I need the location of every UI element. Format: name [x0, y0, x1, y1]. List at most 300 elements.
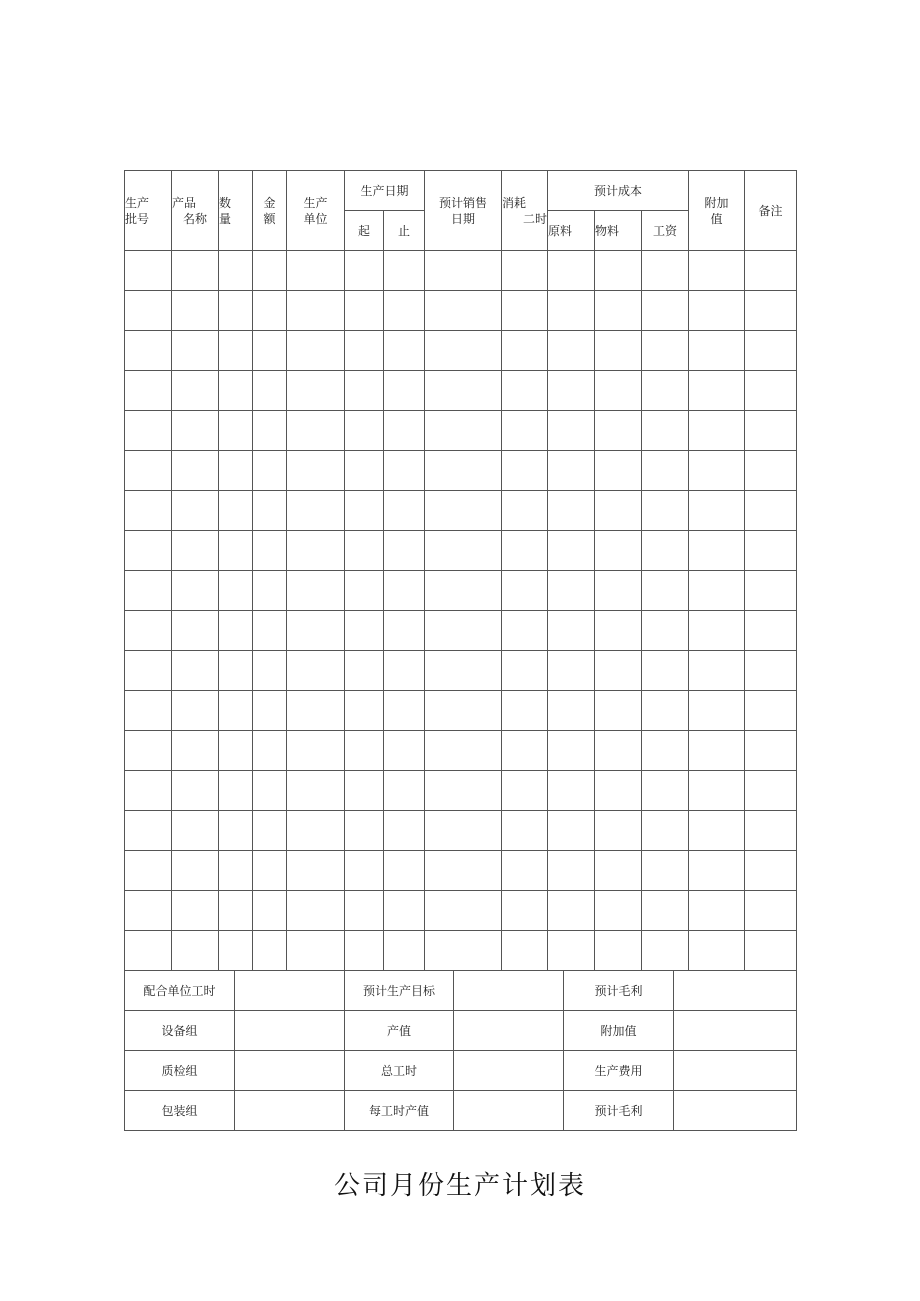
table-cell[interactable] — [502, 411, 548, 451]
table-cell[interactable] — [125, 451, 172, 491]
table-cell[interactable] — [642, 651, 689, 691]
table-cell[interactable] — [287, 331, 345, 371]
table-cell[interactable] — [384, 771, 425, 811]
table-cell[interactable] — [125, 811, 172, 851]
table-row — [125, 491, 797, 531]
table-cell[interactable] — [689, 411, 745, 451]
table-cell[interactable] — [345, 531, 384, 571]
table-cell[interactable] — [595, 691, 642, 731]
table-cell[interactable] — [425, 531, 502, 571]
table-cell[interactable] — [642, 731, 689, 771]
table-row — [125, 851, 797, 891]
table-cell[interactable] — [595, 451, 642, 491]
table-cell[interactable] — [219, 931, 253, 971]
table-cell[interactable] — [642, 411, 689, 451]
table-cell[interactable] — [595, 531, 642, 571]
table-cell[interactable] — [745, 851, 797, 891]
table-cell[interactable] — [502, 891, 548, 931]
table-cell[interactable] — [745, 531, 797, 571]
production-plan-table — [124, 170, 797, 971]
table-cell[interactable] — [345, 691, 384, 731]
table-cell[interactable] — [219, 251, 253, 291]
table-cell[interactable] — [287, 771, 345, 811]
table-cell[interactable] — [253, 411, 287, 451]
table-cell[interactable] — [384, 531, 425, 571]
table-cell[interactable] — [345, 331, 384, 371]
table-cell[interactable] — [689, 531, 745, 571]
table-cell[interactable] — [172, 771, 219, 811]
table-cell[interactable] — [548, 291, 595, 331]
table-cell[interactable] — [745, 251, 797, 291]
table-cell[interactable] — [253, 571, 287, 611]
table-cell[interactable] — [745, 491, 797, 531]
table-cell[interactable] — [253, 891, 287, 931]
table-cell[interactable] — [548, 651, 595, 691]
table-cell[interactable] — [172, 331, 219, 371]
table-cell[interactable] — [502, 931, 548, 971]
summary-row — [125, 1091, 797, 1131]
table-cell[interactable] — [172, 531, 219, 571]
table-cell[interactable] — [502, 811, 548, 851]
table-cell[interactable] — [689, 851, 745, 891]
summary-value-cell[interactable] — [454, 1051, 564, 1091]
table-cell[interactable] — [125, 291, 172, 331]
table-cell[interactable] — [172, 291, 219, 331]
table-cell[interactable] — [642, 771, 689, 811]
table-cell[interactable] — [345, 251, 384, 291]
table-cell[interactable] — [502, 251, 548, 291]
table-cell[interactable] — [253, 371, 287, 411]
table-cell[interactable] — [384, 611, 425, 651]
table-cell[interactable] — [689, 771, 745, 811]
table-cell[interactable] — [287, 251, 345, 291]
table-cell[interactable] — [219, 611, 253, 651]
table-cell[interactable] — [287, 411, 345, 451]
table-cell[interactable] — [689, 451, 745, 491]
table-cell[interactable] — [689, 491, 745, 531]
table-row — [125, 531, 797, 571]
table-cell[interactable] — [548, 851, 595, 891]
table-cell[interactable] — [425, 451, 502, 491]
table-row — [125, 451, 797, 491]
table-cell[interactable] — [125, 891, 172, 931]
table-cell[interactable] — [125, 611, 172, 651]
summary-value-cell[interactable] — [674, 1011, 797, 1051]
table-cell[interactable] — [287, 611, 345, 651]
table-cell[interactable] — [642, 251, 689, 291]
table-cell[interactable] — [172, 371, 219, 411]
table-cell[interactable] — [689, 931, 745, 971]
table-cell[interactable] — [548, 571, 595, 611]
table-cell[interactable] — [425, 651, 502, 691]
table-cell[interactable] — [384, 731, 425, 771]
table-cell[interactable] — [689, 691, 745, 731]
table-cell[interactable] — [219, 451, 253, 491]
header-cost-supply: 物料 — [595, 211, 642, 251]
table-cell[interactable] — [745, 931, 797, 971]
table-cell[interactable] — [548, 331, 595, 371]
table-cell[interactable] — [548, 451, 595, 491]
table-cell[interactable] — [502, 491, 548, 531]
table-cell[interactable] — [345, 931, 384, 971]
table-cell[interactable] — [287, 451, 345, 491]
table-cell[interactable] — [125, 851, 172, 891]
table-cell[interactable] — [125, 731, 172, 771]
table-cell[interactable] — [745, 691, 797, 731]
table-cell[interactable] — [345, 891, 384, 931]
table-cell[interactable] — [345, 371, 384, 411]
table-cell[interactable] — [502, 731, 548, 771]
summary-value-cell[interactable] — [235, 1051, 345, 1091]
table-cell[interactable] — [219, 811, 253, 851]
table-cell[interactable] — [219, 571, 253, 611]
table-cell[interactable] — [502, 331, 548, 371]
table-row — [125, 331, 797, 371]
table-cell[interactable] — [548, 491, 595, 531]
summary-value-cell[interactable] — [235, 1091, 345, 1131]
production-plan-sheet — [124, 170, 796, 1131]
table-cell[interactable] — [172, 891, 219, 931]
header-product-name: 产品 名称 — [172, 171, 219, 251]
table-cell[interactable] — [745, 571, 797, 611]
table-cell[interactable] — [384, 931, 425, 971]
table-cell[interactable] — [595, 611, 642, 651]
table-cell[interactable] — [345, 651, 384, 691]
summary-value-cell[interactable] — [454, 971, 564, 1011]
table-cell[interactable] — [172, 491, 219, 531]
table-cell[interactable] — [219, 891, 253, 931]
table-cell[interactable] — [219, 851, 253, 891]
table-cell[interactable] — [745, 451, 797, 491]
table-cell[interactable] — [219, 651, 253, 691]
table-cell[interactable] — [689, 611, 745, 651]
table-cell[interactable] — [595, 851, 642, 891]
table-cell[interactable] — [425, 291, 502, 331]
summary-value-cell[interactable] — [674, 1051, 797, 1091]
summary-table — [124, 970, 797, 1131]
table-cell[interactable] — [287, 851, 345, 891]
table-cell[interactable] — [125, 931, 172, 971]
table-cell[interactable] — [219, 331, 253, 371]
table-cell[interactable] — [287, 931, 345, 971]
table-cell[interactable] — [172, 731, 219, 771]
header-batch: 生产 批号 — [125, 171, 172, 251]
table-cell[interactable] — [125, 491, 172, 531]
table-cell[interactable] — [642, 851, 689, 891]
table-cell[interactable] — [745, 731, 797, 771]
table-cell[interactable] — [172, 851, 219, 891]
table-cell[interactable] — [345, 611, 384, 651]
table-cell[interactable] — [642, 571, 689, 611]
table-cell[interactable] — [384, 371, 425, 411]
table-cell[interactable] — [689, 371, 745, 411]
table-row — [125, 571, 797, 611]
table-cell[interactable] — [425, 611, 502, 651]
table-cell[interactable] — [253, 811, 287, 851]
table-cell[interactable] — [642, 331, 689, 371]
table-cell[interactable] — [219, 691, 253, 731]
table-cell[interactable] — [425, 811, 502, 851]
table-cell[interactable] — [287, 691, 345, 731]
table-cell[interactable] — [502, 611, 548, 651]
table-cell[interactable] — [125, 651, 172, 691]
table-cell[interactable] — [172, 691, 219, 731]
header-quantity: 数 量 — [219, 171, 253, 251]
table-cell[interactable] — [345, 851, 384, 891]
table-cell[interactable] — [384, 891, 425, 931]
table-cell[interactable] — [287, 811, 345, 851]
summary-value-cell[interactable] — [674, 971, 797, 1011]
table-cell[interactable] — [425, 771, 502, 811]
table-cell[interactable] — [642, 451, 689, 491]
table-cell[interactable] — [172, 931, 219, 971]
table-cell[interactable] — [219, 531, 253, 571]
table-cell[interactable] — [219, 771, 253, 811]
header-amount: 金 额 — [253, 171, 287, 251]
table-cell[interactable] — [745, 651, 797, 691]
table-cell[interactable] — [595, 571, 642, 611]
table-cell[interactable] — [548, 891, 595, 931]
table-cell[interactable] — [689, 651, 745, 691]
table-cell[interactable] — [595, 771, 642, 811]
table-row — [125, 731, 797, 771]
table-cell[interactable] — [172, 251, 219, 291]
table-cell[interactable] — [253, 691, 287, 731]
table-cell[interactable] — [595, 651, 642, 691]
document-title: 公司月份生产计划表 — [333, 1171, 586, 1201]
table-row — [125, 611, 797, 651]
table-cell[interactable] — [642, 811, 689, 851]
table-cell[interactable] — [502, 451, 548, 491]
table-cell[interactable] — [287, 491, 345, 531]
table-cell[interactable] — [345, 771, 384, 811]
summary-label: 包装组 — [125, 1091, 235, 1131]
table-cell[interactable] — [595, 291, 642, 331]
table-cell[interactable] — [548, 611, 595, 651]
table-cell[interactable] — [642, 611, 689, 651]
table-cell[interactable] — [384, 851, 425, 891]
table-cell[interactable] — [745, 291, 797, 331]
table-cell[interactable] — [345, 731, 384, 771]
table-cell[interactable] — [425, 731, 502, 771]
table-cell[interactable] — [345, 491, 384, 531]
table-cell[interactable] — [125, 371, 172, 411]
table-cell[interactable] — [253, 251, 287, 291]
table-cell[interactable] — [745, 411, 797, 451]
table-cell[interactable] — [425, 931, 502, 971]
table-cell[interactable] — [172, 571, 219, 611]
table-cell[interactable] — [219, 491, 253, 531]
table-cell[interactable] — [548, 731, 595, 771]
table-cell[interactable] — [384, 651, 425, 691]
table-cell[interactable] — [253, 651, 287, 691]
table-cell[interactable] — [689, 731, 745, 771]
table-cell[interactable] — [425, 491, 502, 531]
table-cell[interactable] — [253, 731, 287, 771]
table-cell[interactable] — [745, 611, 797, 651]
table-cell[interactable] — [642, 491, 689, 531]
table-cell[interactable] — [595, 931, 642, 971]
table-cell[interactable] — [689, 571, 745, 611]
table-cell[interactable] — [548, 811, 595, 851]
summary-value-cell[interactable] — [674, 1091, 797, 1131]
header-production-date: 生产日期 — [345, 171, 425, 211]
table-row — [125, 291, 797, 331]
table-cell[interactable] — [287, 291, 345, 331]
table-cell[interactable] — [548, 371, 595, 411]
table-cell[interactable] — [253, 931, 287, 971]
table-cell[interactable] — [172, 451, 219, 491]
table-cell[interactable] — [345, 291, 384, 331]
table-cell[interactable] — [287, 571, 345, 611]
table-cell[interactable] — [548, 691, 595, 731]
header-added-value: 附加 值 — [689, 171, 745, 251]
table-cell[interactable] — [689, 891, 745, 931]
table-cell[interactable] — [689, 291, 745, 331]
table-cell[interactable] — [287, 731, 345, 771]
table-cell[interactable] — [384, 251, 425, 291]
table-cell[interactable] — [642, 531, 689, 571]
table-cell[interactable] — [548, 411, 595, 451]
summary-row — [125, 1051, 797, 1091]
table-cell[interactable] — [642, 931, 689, 971]
table-cell[interactable] — [502, 371, 548, 411]
table-cell[interactable] — [425, 331, 502, 371]
table-cell[interactable] — [253, 771, 287, 811]
table-cell[interactable] — [287, 891, 345, 931]
summary-label: 总工时 — [345, 1051, 454, 1091]
header-estimated-cost: 预计成本 — [548, 171, 689, 211]
table-cell[interactable] — [548, 531, 595, 571]
table-cell[interactable] — [595, 811, 642, 851]
summary-label: 质检组 — [125, 1051, 235, 1091]
table-cell[interactable] — [548, 771, 595, 811]
summary-label: 预计毛利 — [564, 971, 674, 1011]
summary-row — [125, 1011, 797, 1051]
table-cell[interactable] — [384, 291, 425, 331]
table-cell[interactable] — [384, 491, 425, 531]
table-cell[interactable] — [125, 571, 172, 611]
table-cell[interactable] — [425, 411, 502, 451]
table-row — [125, 691, 797, 731]
table-cell[interactable] — [595, 891, 642, 931]
table-cell[interactable] — [689, 331, 745, 371]
table-cell[interactable] — [642, 371, 689, 411]
table-cell[interactable] — [125, 251, 172, 291]
table-cell[interactable] — [172, 651, 219, 691]
table-cell[interactable] — [425, 891, 502, 931]
table-cell[interactable] — [172, 811, 219, 851]
table-cell[interactable] — [253, 491, 287, 531]
summary-label: 每工时产值 — [345, 1091, 454, 1131]
table-cell[interactable] — [745, 331, 797, 371]
table-cell[interactable] — [287, 651, 345, 691]
table-cell[interactable] — [425, 691, 502, 731]
summary-value-cell[interactable] — [235, 1011, 345, 1051]
table-cell[interactable] — [345, 811, 384, 851]
table-cell[interactable] — [425, 371, 502, 411]
table-cell[interactable] — [219, 291, 253, 331]
table-cell[interactable] — [287, 371, 345, 411]
summary-value-cell[interactable] — [454, 1091, 564, 1131]
table-cell[interactable] — [125, 411, 172, 451]
table-cell[interactable] — [253, 611, 287, 651]
table-cell[interactable] — [384, 811, 425, 851]
table-cell[interactable] — [384, 451, 425, 491]
table-cell[interactable] — [125, 531, 172, 571]
table-cell[interactable] — [345, 411, 384, 451]
table-cell[interactable] — [745, 891, 797, 931]
table-cell[interactable] — [345, 571, 384, 611]
table-cell[interactable] — [502, 771, 548, 811]
table-cell[interactable] — [425, 251, 502, 291]
table-cell[interactable] — [125, 691, 172, 731]
table-cell[interactable] — [642, 691, 689, 731]
table-cell[interactable] — [548, 931, 595, 971]
table-cell[interactable] — [689, 251, 745, 291]
table-cell[interactable] — [548, 251, 595, 291]
table-cell[interactable] — [595, 371, 642, 411]
table-cell[interactable] — [287, 531, 345, 571]
table-cell[interactable] — [642, 291, 689, 331]
table-cell[interactable] — [502, 651, 548, 691]
table-cell[interactable] — [384, 411, 425, 451]
table-cell[interactable] — [253, 291, 287, 331]
table-cell[interactable] — [502, 291, 548, 331]
table-cell[interactable] — [642, 891, 689, 931]
table-cell[interactable] — [384, 331, 425, 371]
table-cell[interactable] — [219, 731, 253, 771]
table-cell[interactable] — [172, 611, 219, 651]
table-row — [125, 891, 797, 931]
table-cell[interactable] — [595, 731, 642, 771]
table-cell[interactable] — [502, 571, 548, 611]
table-cell[interactable] — [745, 771, 797, 811]
table-cell[interactable] — [689, 811, 745, 851]
summary-value-cell[interactable] — [454, 1011, 564, 1051]
table-cell[interactable] — [172, 411, 219, 451]
table-cell[interactable] — [502, 691, 548, 731]
table-cell[interactable] — [745, 811, 797, 851]
table-cell[interactable] — [384, 691, 425, 731]
table-cell[interactable] — [345, 451, 384, 491]
table-row — [125, 931, 797, 971]
table-cell[interactable] — [219, 371, 253, 411]
table-row — [125, 771, 797, 811]
table-cell[interactable] — [745, 371, 797, 411]
table-cell[interactable] — [502, 531, 548, 571]
table-cell[interactable] — [595, 331, 642, 371]
table-cell[interactable] — [125, 771, 172, 811]
table-cell[interactable] — [595, 251, 642, 291]
table-cell[interactable] — [253, 331, 287, 371]
table-cell[interactable] — [384, 571, 425, 611]
header-date-end: 止 — [384, 211, 425, 251]
table-cell[interactable] — [253, 451, 287, 491]
table-cell[interactable] — [595, 411, 642, 451]
table-cell[interactable] — [425, 571, 502, 611]
table-cell[interactable] — [502, 851, 548, 891]
header-consumption: 消耗 二时 — [502, 171, 548, 251]
table-cell[interactable] — [425, 851, 502, 891]
table-cell[interactable] — [595, 491, 642, 531]
table-cell[interactable] — [125, 331, 172, 371]
table-cell[interactable] — [253, 531, 287, 571]
summary-value-cell[interactable] — [235, 971, 345, 1011]
table-cell[interactable] — [219, 411, 253, 451]
table-row — [125, 651, 797, 691]
table-cell[interactable] — [253, 851, 287, 891]
